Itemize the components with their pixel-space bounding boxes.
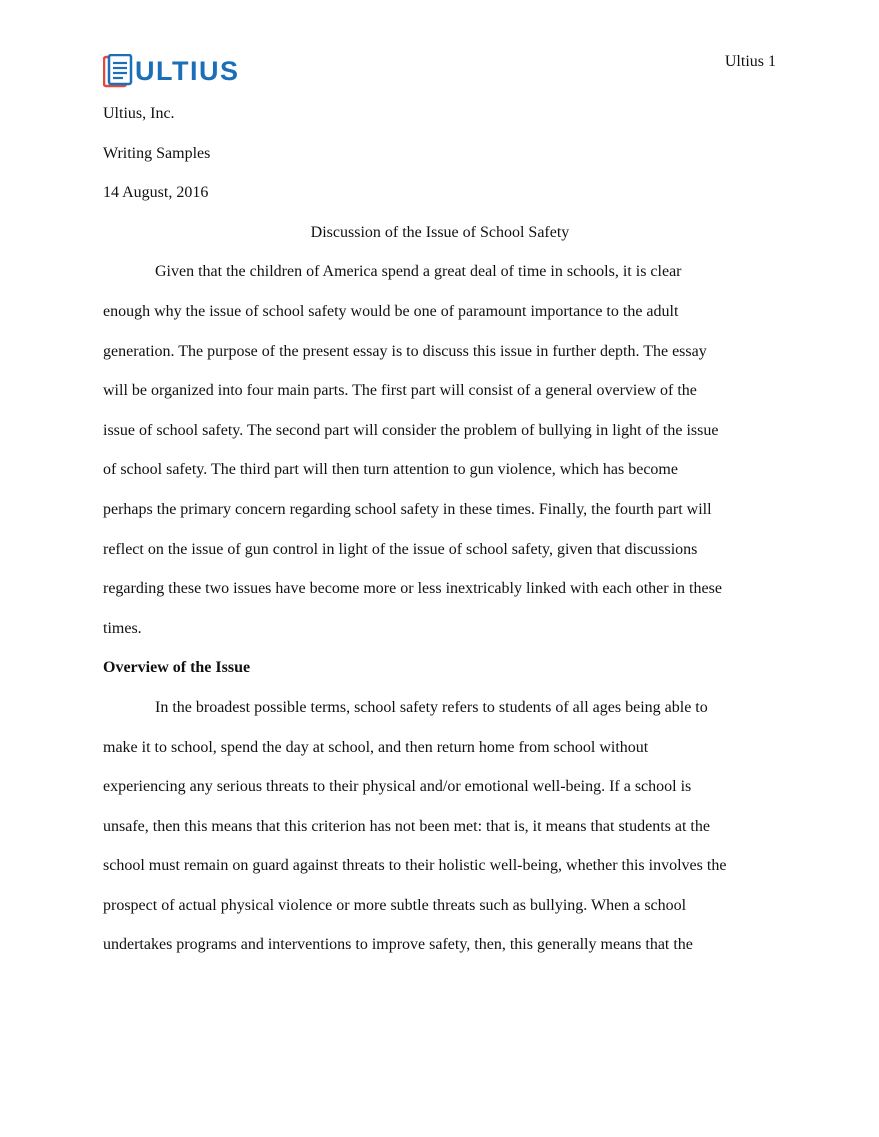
paragraph-line: perhaps the primary concern regarding school safety in these times. Finally, the fourth part will: [103, 500, 712, 518]
paragraph-line: undertakes programs and interventions to improve safety, then, this generally means that the: [103, 936, 693, 954]
paragraph-line: enough why the issue of school safety would be one of paramount importance to the adult: [103, 302, 679, 320]
paragraph-line: reflect on the issue of gun control in light of the issue of school safety, given that discussions: [103, 540, 698, 558]
paragraph-line: issue of school safety. The second part will consider the problem of bullying in light of the issue: [103, 421, 719, 439]
paragraph-line: experiencing any serious threats to their physical and/or emotional well-being. If a school is: [103, 778, 692, 796]
author-line: Ultius, Inc.: [103, 105, 175, 122]
paragraph-line: make it to school, spend the day at school, and then return home from school without: [103, 738, 649, 756]
paragraph-line: unsafe, then this means that this criterion has not been met: that is, it means that students at the: [103, 817, 710, 835]
section-heading: Overview of the Issue: [103, 659, 251, 677]
paragraph-line: of school safety. The third part will then turn attention to gun violence, which has become: [103, 461, 678, 479]
paragraph-line: regarding these two issues have become more or less inextricably linked with each other in these: [103, 580, 722, 598]
essay-title: Discussion of the Issue of School Safety: [310, 223, 570, 241]
paragraph-line: prospect of actual physical violence or more subtle threats such as bullying. When a school: [103, 896, 687, 914]
paragraph-overview: [103, 688, 777, 965]
paragraph-line: In the broadest possible terms, school safety refers to students of all ages being able to: [155, 698, 708, 716]
paragraph-line: school must remain on guard against threats to their holistic well-being, whether this involves the: [103, 857, 727, 875]
paragraph-line: generation. The purpose of the present essay is to discuss this issue in further depth. The essay: [103, 342, 707, 360]
ultius-logo: [103, 53, 240, 89]
logo-text: ULTIUS: [135, 56, 240, 86]
paragraph-introduction: [103, 252, 777, 648]
paragraph-line: will be organized into four main parts. The first part will consist of a general overview of the: [103, 382, 697, 400]
document-logo-icon: [103, 54, 133, 88]
running-head-page-number: Ultius 1: [724, 53, 776, 70]
document-body: [103, 94, 777, 965]
paragraph-line: times.: [103, 619, 142, 637]
paragraph-line: Given that the children of America spend a great deal of time in schools, it is clear: [155, 263, 682, 281]
course-line: Writing Samples: [103, 144, 211, 162]
date-line: 14 August, 2016: [103, 184, 209, 202]
